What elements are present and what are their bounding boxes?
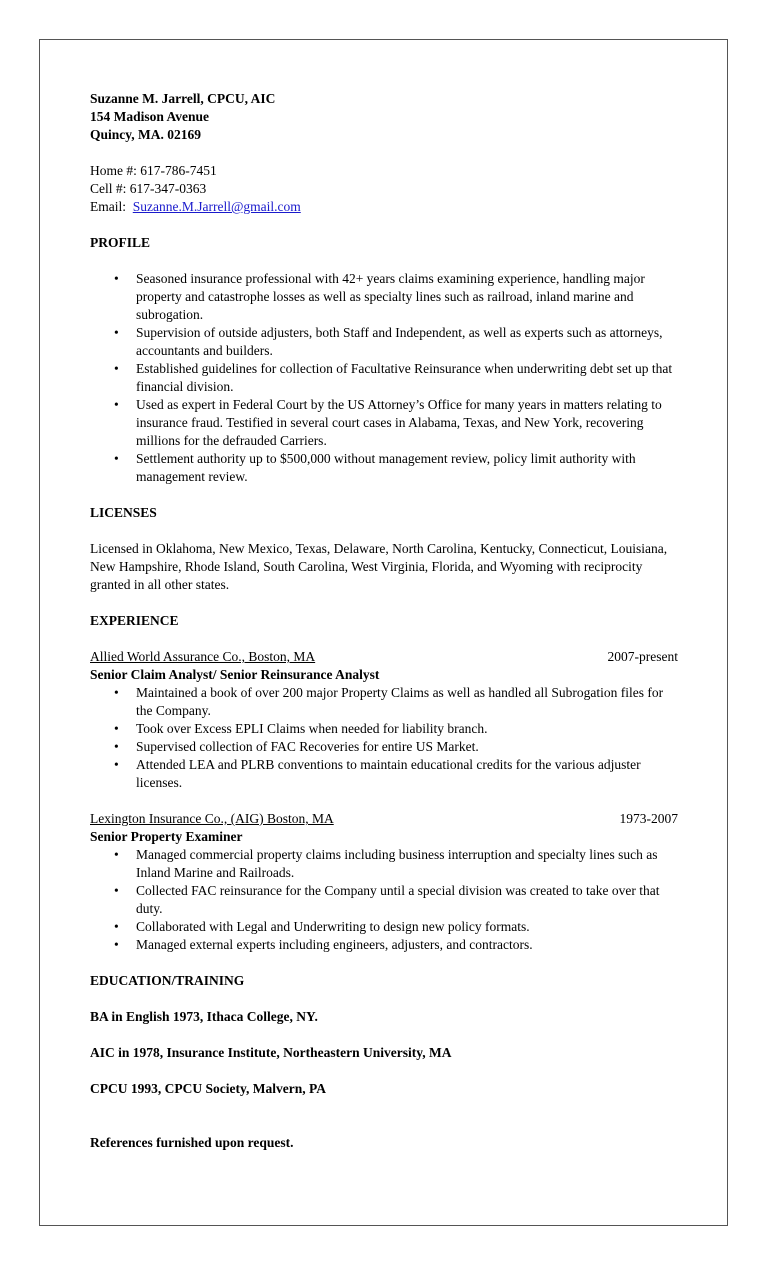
- licenses-heading: LICENSES: [90, 505, 157, 520]
- profile-list: [90, 270, 678, 486]
- licenses-text: Licensed in Oklahoma, New Mexico, Texas, Delaware, North Carolina, Kentucky, Connecticut, Louisiana, New Hampshire, Rhode Island, South Carolina, West Virginia, Florida, and Wyoming with reciprocity granted in all other states.: [90, 541, 668, 592]
- list-item: • Seasoned insurance professional with 42+ years claims examining experience, handling major property and catastrophe losses as well as specialty lines such as railroad, inland marine and subrogation.: [90, 270, 678, 324]
- list-item: • Supervision of outside adjusters, both Staff and Independent, as well as experts such as attorneys, accountants and builders.: [90, 324, 678, 360]
- home-phone: Home #: 617-786-7451: [90, 163, 217, 178]
- job-header: [90, 648, 678, 666]
- education-item: CPCU 1993, CPCU Society, Malvern, PA: [90, 1081, 326, 1096]
- employer-name: Allied World Assurance Co., Boston, MA: [90, 649, 316, 664]
- list-item: • Established guidelines for collection of Facultative Reinsurance when underwriting debt set up that financial division.: [90, 360, 678, 396]
- job-duties: [90, 684, 678, 792]
- email-link[interactable]: Suzanne.M.Jarrell@gmail.com: [132, 199, 301, 214]
- job-header: [90, 810, 678, 828]
- education-section: [90, 972, 678, 1098]
- city-address: Quincy, MA. 02169: [90, 127, 202, 142]
- list-item: • Attended LEA and PLRB conventions to maintain educational credits for the various adjuster licenses.: [90, 756, 678, 792]
- list-item: • Supervised collection of FAC Recoveries for entire US Market.: [90, 738, 678, 756]
- profile-section: [90, 234, 678, 486]
- job-title: Senior Property Examiner: [90, 829, 243, 844]
- list-item: • Managed external experts including engineers, adjusters, and contractors.: [90, 936, 678, 954]
- job-title: Senior Claim Analyst/ Senior Reinsurance Analyst: [90, 667, 380, 682]
- experience-heading: EXPERIENCE: [90, 613, 179, 628]
- email-line: [90, 198, 678, 216]
- job-dates: 1973-2007: [619, 811, 678, 826]
- email-label: Email:: [90, 199, 126, 214]
- list-item: • Used as expert in Federal Court by the US Attorney’s Office for many years in matters relating to insurance fraud. Testified in several court cases in Alabama, Texas, and New York, recovering millions for the defrauded Carriers.: [90, 396, 678, 450]
- job-duties: [90, 846, 678, 954]
- job-entry: [90, 648, 678, 792]
- references-note: References furnished upon request.: [90, 1135, 294, 1150]
- education-item: BA in English 1973, Ithaca College, NY.: [90, 1009, 318, 1024]
- job-entry: [90, 810, 678, 954]
- contact-header: [90, 90, 678, 216]
- experience-section: [90, 612, 678, 954]
- list-item: • Collaborated with Legal and Underwriting to design new policy formats.: [90, 918, 678, 936]
- employer-name: Lexington Insurance Co., (AIG) Boston, MA: [90, 811, 334, 826]
- licenses-section: [90, 504, 678, 594]
- profile-heading: PROFILE: [90, 235, 151, 250]
- job-dates: 2007-present: [607, 649, 678, 664]
- list-item: • Maintained a book of over 200 major Property Claims as well as handled all Subrogation files for the Company.: [90, 684, 678, 720]
- education-item: AIC in 1978, Insurance Institute, Northeastern University, MA: [90, 1045, 452, 1060]
- education-heading: EDUCATION/TRAINING: [90, 973, 245, 988]
- list-item: • Collected FAC reinsurance for the Company until a special division was created to take over that duty.: [90, 882, 678, 918]
- list-item: • Took over Excess EPLI Claims when needed for liability branch.: [90, 720, 678, 738]
- street-address: 154 Madison Avenue: [90, 109, 210, 124]
- applicant-name: Suzanne M. Jarrell, CPCU, AIC: [90, 91, 276, 106]
- list-item: • Managed commercial property claims including business interruption and specialty lines such as Inland Marine and Railroads.: [90, 846, 678, 882]
- resume-content: [90, 90, 678, 1152]
- list-item: • Settlement authority up to $500,000 without management review, policy limit authority with management review.: [90, 450, 678, 486]
- cell-phone: Cell #: 617-347-0363: [90, 181, 207, 196]
